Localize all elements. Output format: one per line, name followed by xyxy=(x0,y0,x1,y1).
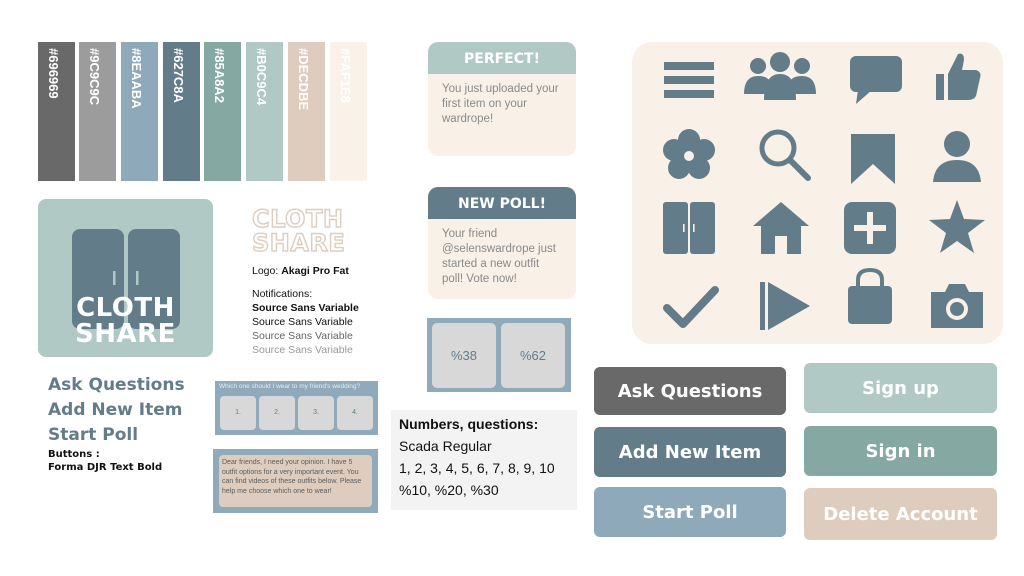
notif-font-regular: Source Sans Variable xyxy=(252,316,353,328)
link-ask-questions[interactable]: Ask Questions xyxy=(48,375,185,395)
card-perfect-body: You just uploaded your first item on your wardrope! xyxy=(442,83,559,125)
link-add-new-item[interactable]: Add New Item xyxy=(48,400,183,420)
menu-icon[interactable] xyxy=(661,52,717,108)
question-option-1[interactable]: 1. xyxy=(220,396,256,430)
logo-font-name: Akagi Pro Fat xyxy=(281,265,349,277)
flower-icon[interactable] xyxy=(661,128,717,184)
message-panel xyxy=(213,449,378,513)
swatch-9c9c9c: #9C9C9C xyxy=(79,42,116,181)
swatch-85a8a2: #85A8A2 xyxy=(204,42,241,181)
swatch-627c8a: #627C8A xyxy=(163,42,200,181)
outline-logo: CLOTH SHARE xyxy=(252,205,346,257)
notif-font-light: Source Sans Variable xyxy=(252,330,353,342)
notif-font-extralight: Source Sans Variable xyxy=(252,344,353,356)
plus-icon[interactable] xyxy=(844,202,896,254)
sign-in-button[interactable]: Sign in xyxy=(804,426,997,476)
numbers-panel xyxy=(391,410,577,510)
logo-text-line2: SHARE xyxy=(75,319,176,349)
swatch-b0c9c4: #B0C9C4 xyxy=(246,42,283,181)
home-icon[interactable] xyxy=(751,200,811,256)
bookmark-icon[interactable] xyxy=(845,130,901,186)
add-new-item-button[interactable]: Add New Item xyxy=(594,427,786,477)
notif-font-bold: Source Sans Variable xyxy=(252,302,359,314)
question-title: Which one should I wear to my friend's wedding? xyxy=(219,383,361,390)
buttons-font-name: Forma DJR Text Bold xyxy=(48,462,163,473)
logo-tile xyxy=(38,199,213,357)
poll-option-1[interactable]: %38 xyxy=(432,323,496,388)
camera-icon[interactable] xyxy=(927,278,987,334)
poll-result xyxy=(427,318,571,392)
numbers-line2: %10, %20, %30 xyxy=(399,482,499,498)
delete-account-button[interactable]: Delete Account xyxy=(804,488,997,540)
start-poll-button[interactable]: Start Poll xyxy=(594,487,786,537)
check-icon[interactable] xyxy=(663,278,719,334)
question-option-4[interactable]: 4. xyxy=(337,396,373,430)
poll-option-2[interactable]: %62 xyxy=(501,323,565,388)
thumbs-up-icon[interactable] xyxy=(930,48,986,104)
sign-up-button[interactable]: Sign up xyxy=(804,363,997,413)
chat-icon[interactable] xyxy=(848,54,904,110)
notification-card-new-poll xyxy=(428,187,576,299)
swatch-decdbe: #DECDBE xyxy=(288,42,325,181)
swatch-faf1e8: #FAF1E8 xyxy=(330,42,367,181)
message-body: Dear friends, I need your opinion. I have 5 outfit options for a very important event. You can find videos of these outfits below. Please help me choose which one to wear! xyxy=(219,455,372,507)
notification-card-perfect xyxy=(428,42,576,156)
card-poll-title: NEW POLL! xyxy=(428,187,576,219)
question-panel xyxy=(215,381,378,435)
icon-panel xyxy=(632,42,1003,344)
link-start-poll[interactable]: Start Poll xyxy=(48,425,139,445)
numbers-font: Scada Regular xyxy=(399,438,492,454)
user-icon[interactable] xyxy=(929,128,985,184)
logo-font-label: Logo: xyxy=(252,265,279,277)
swatch-8eaaba: #8EAABA xyxy=(121,42,158,181)
star-icon[interactable] xyxy=(927,198,987,254)
notifications-label: Notifications: xyxy=(252,288,313,300)
typography-notes xyxy=(252,265,359,356)
group-icon[interactable] xyxy=(740,50,820,106)
card-perfect-title: PERFECT! xyxy=(428,42,576,74)
ask-questions-button[interactable]: Ask Questions xyxy=(594,367,786,415)
bag-icon[interactable] xyxy=(844,268,896,326)
question-option-2[interactable]: 2. xyxy=(259,396,295,430)
play-icon[interactable] xyxy=(756,278,812,334)
question-option-3[interactable]: 3. xyxy=(298,396,334,430)
swatch-696969: #696969 xyxy=(38,42,75,181)
buttons-font-label: Buttons : xyxy=(48,449,100,460)
numbers-line1: 1, 2, 3, 4, 5, 6, 7, 8, 9, 10 xyxy=(399,460,555,476)
card-poll-body: Your friend @selenswardrope just started a new outfit poll! Vote now! xyxy=(442,228,556,285)
numbers-title: Numbers, questions: xyxy=(399,416,539,432)
wardrobe-icon[interactable] xyxy=(661,200,717,256)
search-icon[interactable] xyxy=(756,126,812,182)
logo-text-line1: CLOTH xyxy=(76,293,175,323)
